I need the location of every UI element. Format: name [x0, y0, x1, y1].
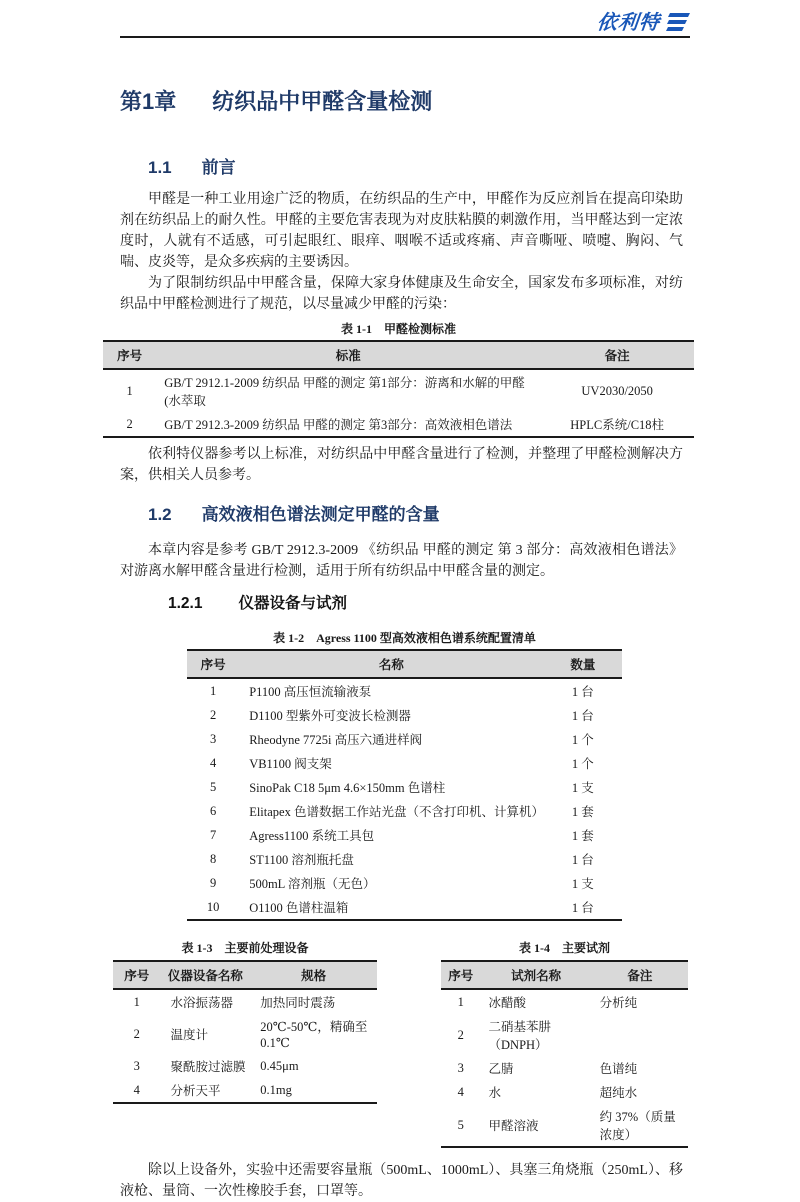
table-header-row [187, 650, 622, 678]
reagents-block [441, 941, 688, 1148]
chapter-title: 纺织品中甲醛含量检测 [212, 89, 433, 114]
cell-device: 温度计 [170, 1028, 209, 1042]
cell-name: 500mL 溶剂瓶（无色） [249, 877, 376, 891]
cell-reagent: 乙腈 [488, 1062, 514, 1076]
elite-brand-logo [597, 13, 690, 36]
cell-qty: 1 套 [571, 805, 594, 819]
column-header-note: 备注 [592, 961, 688, 989]
hplc-system-config-table [187, 649, 622, 921]
cell-seq: 5 [209, 779, 217, 794]
cell-spec: 0.45μm [260, 1058, 299, 1073]
column-header-reagent: 试剂名称 [481, 961, 592, 989]
table-1-1-caption: 表 1-1 甲醛检测标准 [341, 322, 456, 336]
cell-seq: 6 [209, 803, 217, 818]
cell-qty: 1 个 [571, 757, 594, 771]
cell-seq: 1 [133, 994, 140, 1009]
table-row [187, 823, 622, 847]
column-header-spec: 规格 [250, 961, 377, 989]
cell-qty: 1 个 [571, 733, 594, 747]
cell-qty: 1 台 [571, 685, 594, 699]
cell-name: Agress1100 系统工具包 [249, 829, 375, 843]
table-row [441, 1056, 688, 1080]
cell-seq: 2 [457, 1027, 464, 1042]
cell-qty: 1 套 [571, 829, 594, 843]
column-header-seq: 序号 [441, 961, 481, 989]
pretreatment-equipment-table [113, 960, 377, 1104]
reference-paragraph: 依利特仪器参考以上标准，对纺织品中甲醛含量进行了检测，并整理了甲醛检测解决方案，供相关人员参考。 [120, 447, 683, 483]
table-row [187, 727, 622, 751]
cell-seq: 4 [209, 755, 217, 770]
cell-note: 约 37%（质量浓度） [599, 1110, 676, 1142]
section-number: 1.1 [148, 158, 172, 177]
reagents-table [441, 960, 688, 1148]
table-row [187, 895, 622, 920]
cell-spec: 20℃-50℃，精确至 0.1℃ [260, 1020, 368, 1050]
intro-paragraph-2: 为了限制纺织品中甲醛含量，保障大家身体健康及生命安全，国家发布多项标准，对纺织品中甲醛检测进行了规范，以尽量减少甲醛的污染： [120, 276, 683, 312]
closing-paragraph: 除以上设备外，实验中还需要容量瓶（500mL、1000mL）、具塞三角烧瓶（250mL）、移液枪、量筒、一次性橡胶手套，口罩等。 [120, 1163, 683, 1199]
cell-note: 分析纯 [599, 996, 638, 1010]
cell-reagent: 水 [488, 1086, 502, 1100]
cell-note: HPLC系统/C18柱 [570, 418, 665, 432]
table-row [187, 871, 622, 895]
table-row [103, 369, 694, 412]
cell-name: VB1100 阀支架 [249, 757, 332, 771]
subsection-number: 1.2.1 [168, 595, 203, 612]
table-header-row [441, 961, 688, 989]
table-header-row [103, 341, 694, 369]
column-header-name: 名称 [239, 650, 544, 678]
cell-name: O1100 色谱柱温箱 [249, 901, 349, 915]
table-row [187, 751, 622, 775]
cell-standard: GB/T 2912.3-2009 纺织品 甲醛的测定 第3部分：高效液相色谱法 [164, 418, 513, 432]
cell-seq: 4 [457, 1084, 464, 1099]
table-row [441, 1014, 688, 1056]
cell-qty: 1 台 [571, 901, 594, 915]
table-row [113, 1054, 377, 1078]
column-header-seq: 序号 [113, 961, 161, 989]
column-header-note: 备注 [540, 341, 694, 369]
table-row [113, 1014, 377, 1054]
subsection-title: 仪器设备与试剂 [238, 595, 347, 612]
cell-reagent: 冰醋酸 [488, 996, 527, 1010]
cell-note: 超纯水 [599, 1086, 638, 1100]
cell-name: Rheodyne 7725i 高压六通进样阀 [249, 733, 423, 747]
section-title: 前言 [201, 158, 236, 177]
cell-seq: 3 [209, 731, 217, 746]
table-1-4-caption: 表 1-4 主要试剂 [519, 941, 610, 955]
table-row [113, 1078, 377, 1103]
cell-seq: 8 [209, 851, 217, 866]
cell-name: D1100 型紫外可变波长检测器 [249, 709, 411, 723]
cell-standard: GB/T 2912.1-2009 纺织品 甲醛的测定 第1部分：游离和水解的甲醛(水萃取 [164, 376, 525, 408]
table-row [187, 775, 622, 799]
cell-qty: 1 台 [571, 853, 594, 867]
cell-seq: 1 [457, 994, 464, 1009]
section-1-2-1-heading [168, 594, 800, 614]
cell-note: 色谱纯 [599, 1062, 638, 1076]
cell-device: 分析天平 [170, 1084, 221, 1098]
section-title: 高效液相色谱法测定甲醛的含量 [201, 505, 440, 524]
table-1-3-caption: 表 1-3 主要前处理设备 [181, 941, 309, 955]
logo-text: 依利特 [595, 12, 662, 34]
section-1-1-heading [148, 156, 800, 180]
cell-seq: 1 [126, 383, 133, 398]
table-row [113, 989, 377, 1014]
cell-spec: 0.1mg [260, 1082, 292, 1097]
cell-reagent: 二硝基苯肼（DNPH） [488, 1020, 552, 1052]
cell-qty: 1 支 [571, 877, 594, 891]
cell-name: Elitapex 色谱数据工作站光盘（不含打印机、计算机） [249, 805, 544, 819]
table-row [103, 412, 694, 437]
section-1-2-heading [148, 503, 800, 527]
column-header-standard: 标准 [156, 341, 540, 369]
table-row [441, 1080, 688, 1104]
cell-seq: 3 [457, 1060, 464, 1075]
page-header [120, 0, 690, 38]
cell-qty: 1 支 [571, 781, 594, 795]
section-number: 1.2 [148, 505, 172, 524]
chapter-number: 第1章 [120, 89, 177, 114]
cell-name: ST1100 溶剂瓶托盘 [249, 853, 354, 867]
cell-seq: 5 [457, 1117, 464, 1132]
column-header-qty: 数量 [544, 650, 622, 678]
cell-qty: 1 台 [571, 709, 594, 723]
cell-seq: 1 [209, 683, 217, 698]
column-header-seq: 序号 [187, 650, 239, 678]
intro-paragraph-1: 甲醛是一种工业用途广泛的物质，在纺织品的生产中，甲醛作为反应剂旨在提高印染助剂在纺织品上的耐久性。甲醛的主要危害表现为对皮肤粘膜的刺激作用，当甲醛达到一定浓度时，人就有不适感，可引起眼红、眼痒、咽喉不适或疼痛、声音嘶哑、喷嚏、胸闷、气喘、皮炎等，是众多疾病的主要诱因。 [120, 192, 683, 270]
bottom-tables-row [113, 941, 800, 1148]
cell-seq: 3 [133, 1058, 140, 1073]
table-row [441, 1104, 688, 1147]
cell-seq: 9 [209, 875, 217, 890]
cell-seq: 7 [209, 827, 217, 842]
cell-note [592, 1014, 688, 1056]
logo-stripes-icon [664, 13, 690, 33]
formaldehyde-standards-table [103, 340, 694, 438]
chapter-heading [120, 88, 800, 116]
section-1-2-paragraph: 本章内容是参考 GB/T 2912.3-2009 《纺织品 甲醛的测定 第 3 部分：高效液相色谱法》对游离水解甲醛含量进行检测，适用于所有纺织品中甲醛含量的测定。 [120, 543, 683, 579]
table-1-2-caption: 表 1-2 Agress 1100 型高效液相色谱系统配置清单 [273, 631, 536, 645]
pretreatment-block [113, 941, 377, 1104]
cell-seq: 10 [206, 899, 220, 914]
cell-device: 水浴振荡器 [170, 996, 234, 1010]
table-row [187, 703, 622, 727]
cell-name: SinoPak C18 5μm 4.6×150mm 色谱柱 [249, 781, 446, 795]
table-header-row [113, 961, 377, 989]
cell-note: UV2030/2050 [581, 383, 653, 398]
table-row [187, 799, 622, 823]
column-header-device: 仪器设备名称 [161, 961, 251, 989]
cell-name: P1100 高压恒流输液泵 [249, 685, 372, 699]
cell-device: 聚酰胺过滤膜 [170, 1060, 246, 1074]
table-row [187, 678, 622, 703]
table-row [187, 847, 622, 871]
column-header-seq: 序号 [103, 341, 156, 369]
cell-seq: 2 [133, 1026, 140, 1041]
cell-spec: 加热同时震荡 [260, 996, 336, 1010]
table-row [441, 989, 688, 1014]
cell-seq: 2 [209, 707, 217, 722]
cell-seq: 2 [126, 416, 133, 431]
cell-reagent: 甲醛溶液 [488, 1119, 539, 1133]
cell-seq: 4 [133, 1082, 140, 1097]
